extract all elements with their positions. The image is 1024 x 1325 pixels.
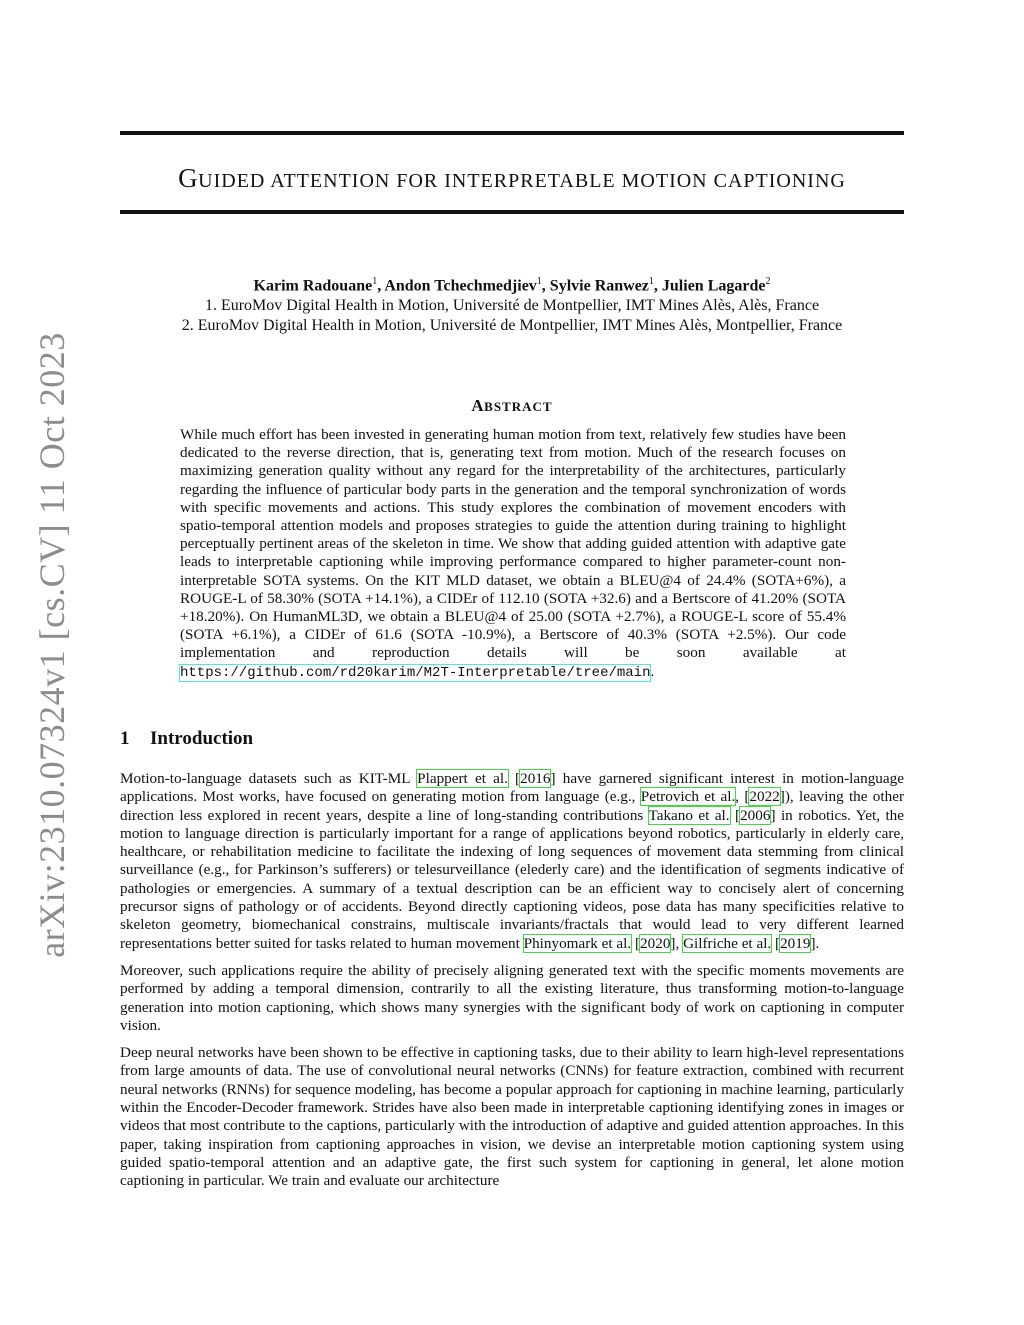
citation-gilfriche[interactable]: Gilfriche et al. xyxy=(683,934,772,952)
author-2: Andon Tchechmedjiev xyxy=(384,277,537,295)
p1-text-d: in robotics. Yet, the motion to language direction is particularly important for a range of applications beyond robotics, particularly in elderly care, healthcare, or rehabilitation medicine to facilitate the indexing of long sequences of movement data stemming from clinical surveillance (e.g., for Parkinson’s sufferers) or telesurveillance (elederly care) and the identification of segments indicative of pathologies or emergencies. A summary of a textual description can be an efficient way to concisely alert of concerning precursor signs of pathology or of accidents. Beyond directly captioning videos, pose data has many specificities relative to skeleton geometry, biomechanical constrains, multiscale invariants/fractals that would lead to very different learned representations better suited for tasks related to human movement xyxy=(120,806,905,952)
section-number: 1 xyxy=(120,728,130,749)
affiliation-2: 2. EuroMov Digital Health in Motion, Université de Montpellier, IMT Mines Alès, Montpellier, France xyxy=(181,317,843,335)
author-4: Julien Lagarde xyxy=(661,277,766,295)
author-block xyxy=(120,272,904,336)
abstract-end: . xyxy=(650,662,655,680)
author-3-sup: 1 xyxy=(648,276,654,287)
citation-phinyomark-year[interactable]: 2020 xyxy=(640,934,671,952)
abstract-text: While much effort has been invested in generating human motion from text, relatively few studies have been dedicated to the reverse direction, that is, generating text from motion. Much of the research focuses on maximizing generation quality without any regard for the interpretability of the architectures, particularly regarding the influence of particular body parts in the generation and the temporal synchronization of words with specific movements and actions. This study explores the combination of movement encoders with spatio-temporal attention models and proposes strategies to guide the attention during training to highlight perceptually pertinent areas of the skeleton in time. We show that adding guided attention with adaptive gate leads to interpretable captioning while improving performance compared to higher parameter-count non-interpretable SOTA systems. On the KIT MLD dataset, we obtain a BLEU@4 of 24.4% (SOTA+6%), a ROUGE-L of 58.30% (SOTA +14.1%), a CIDEr of 112.10 (SOTA +32.6) and a Bertscore of 41.20% (SOTA +18.20%). On HumanML3D, we obtain a BLEU@4 of 25.00 (SOTA +2.7%), a ROUGE-L score of 55.4% (SOTA +6.1%), a CIDEr of 61.6 (SOTA -10.9%), a Bertscore of 40.3% (SOTA +2.5%). Our code implementation and reproduction details will be soon available at xyxy=(180,426,846,662)
author-1: Karim Radouane xyxy=(253,277,373,295)
title-rule-bottom xyxy=(120,210,904,214)
author-4-sup: 2 xyxy=(765,276,771,287)
p1-text-c: ]), leaving the other direction less explored in recent years, despite a line of long-standing contributions xyxy=(120,788,904,824)
citation-petrovich[interactable]: Petrovich et al. xyxy=(640,788,736,806)
citation-petrovich-year[interactable]: 2022 xyxy=(749,788,780,806)
affiliation-1: 1. EuroMov Digital Health in Motion, Université de Montpellier, IMT Mines Alès, Alès, France xyxy=(204,297,820,315)
title-rest: UIDED ATTENTION FOR INTERPRETABLE MOTION CAPTIONING xyxy=(198,170,846,192)
citation-plappert-year[interactable]: 2016 xyxy=(520,770,551,787)
citation-plappert[interactable]: Plappert et al. xyxy=(417,770,508,787)
author-2-sup: 1 xyxy=(536,276,542,287)
paragraph-3: Deep neural networks have been shown to be effective in captioning tasks, due to their ability to learn high-level representations from large amounts of data. The use of convolutional neural networks (CNNs) for feature extraction, combined with recurrent neural networks (RNNs) for sequence modeling, has become a popular approach for captioning in machine learning, particularly within the Encoder-Decoder framework. Strides have also been made in interpretable captioning identifying zones in images or videos that most contribute to the captions, particularly with the introduction of adaptive and guided attention approaches. In this paper, taking inspiration from captioning approaches in vision, we devise an interpretable motion captioning system using guided spatio-temporal attention and an adaptive gate, the first such system for captioning in general, let alone motion captioning in particular. We train and evaluate our architecture xyxy=(120,1044,904,1190)
p1-text-f: . xyxy=(815,934,820,952)
abstract-heading-rest: BSTRACT xyxy=(484,399,553,414)
section-heading-introduction xyxy=(120,728,253,750)
paragraph-2: Moreover, such applications require the ability of precisely aligning generated text with the specific moments movements are performed by adding a temporal dimension, contrarily to all the existing literature, thus transforming motion-to-language generation into motion captioning, which shows many synergies with the significant body of work on captioning in computer vision. xyxy=(120,961,904,1034)
section-title: Introduction xyxy=(150,728,254,749)
abstract-heading-initial: A xyxy=(471,396,485,415)
citation-phinyomark[interactable]: Phinyomark et al. xyxy=(523,934,632,952)
paragraph-1: Motion-to-language datasets such as KIT-ML Plappert et al. [2016] have garnered significant interest in motion-language applications. Most works, have focused on generating motion from language (e.g., Petrovich et al., [2022]), leaving the other direction less explored in recent years, despite a line of long-standing contributions Takano et al. [2006] in robotics. Yet, the motion to language direction is particularly important for a range of applications beyond robotics, particularly in elderly care, healthcare, or rehabilitation medicine to facilitate the indexing of long sequences of movement data stemming from clinical surveillance (e.g., for Parkinson’s sufferers) or telesurveillance (elederly care) and the identification of segments indicative of pathologies or emergencies. A summary of a textual description can be an efficient way to concisely alert of concerning precursor signs of pathology or of accidents. Beyond directly captioning videos, pose data has many specificities relative to skeleton geometry, biomechanical constrains, multiscale invariants/fractals that would lead to very different learned representations better suited for tasks related to human movement Phinyomark et al. [2020], Gilfriche et al. [2019]. xyxy=(120,770,905,952)
citation-gilfriche-year[interactable]: 2019 xyxy=(780,934,811,952)
introduction-body xyxy=(120,770,904,1200)
code-url-link[interactable]: https://github.com/rd20karim/M2T-Interpretable/tree/main xyxy=(180,664,651,681)
citation-takano-year[interactable]: 2006 xyxy=(740,806,771,824)
paper-title xyxy=(120,160,904,199)
author-names: Karim Radouane$^1$, Andon Tchechmedjiev$^1$, Sylvie Ranwez$^1$, Julien Lagarde$^2$ xyxy=(253,276,771,295)
abstract-heading xyxy=(120,396,904,416)
author-3: Sylvie Ranwez xyxy=(549,277,649,295)
arxiv-identifier: arXiv:2310.07324v1 [cs.CV] 11 Oct 2023 xyxy=(32,332,72,958)
title-initial: G xyxy=(178,163,199,193)
p1-text-a: Motion-to-language datasets such as KIT-ML xyxy=(120,770,418,787)
author-1-sup: 1 xyxy=(372,276,378,287)
p1-text-e: , xyxy=(675,934,684,952)
title-rule-top xyxy=(120,131,904,135)
citation-takano[interactable]: Takano et al. xyxy=(648,806,730,824)
abstract-body xyxy=(180,426,846,682)
p1-text-b: have garnered significant interest in motion-language applications. Most works, have focused on generating motion from language (e.g., xyxy=(120,770,904,806)
